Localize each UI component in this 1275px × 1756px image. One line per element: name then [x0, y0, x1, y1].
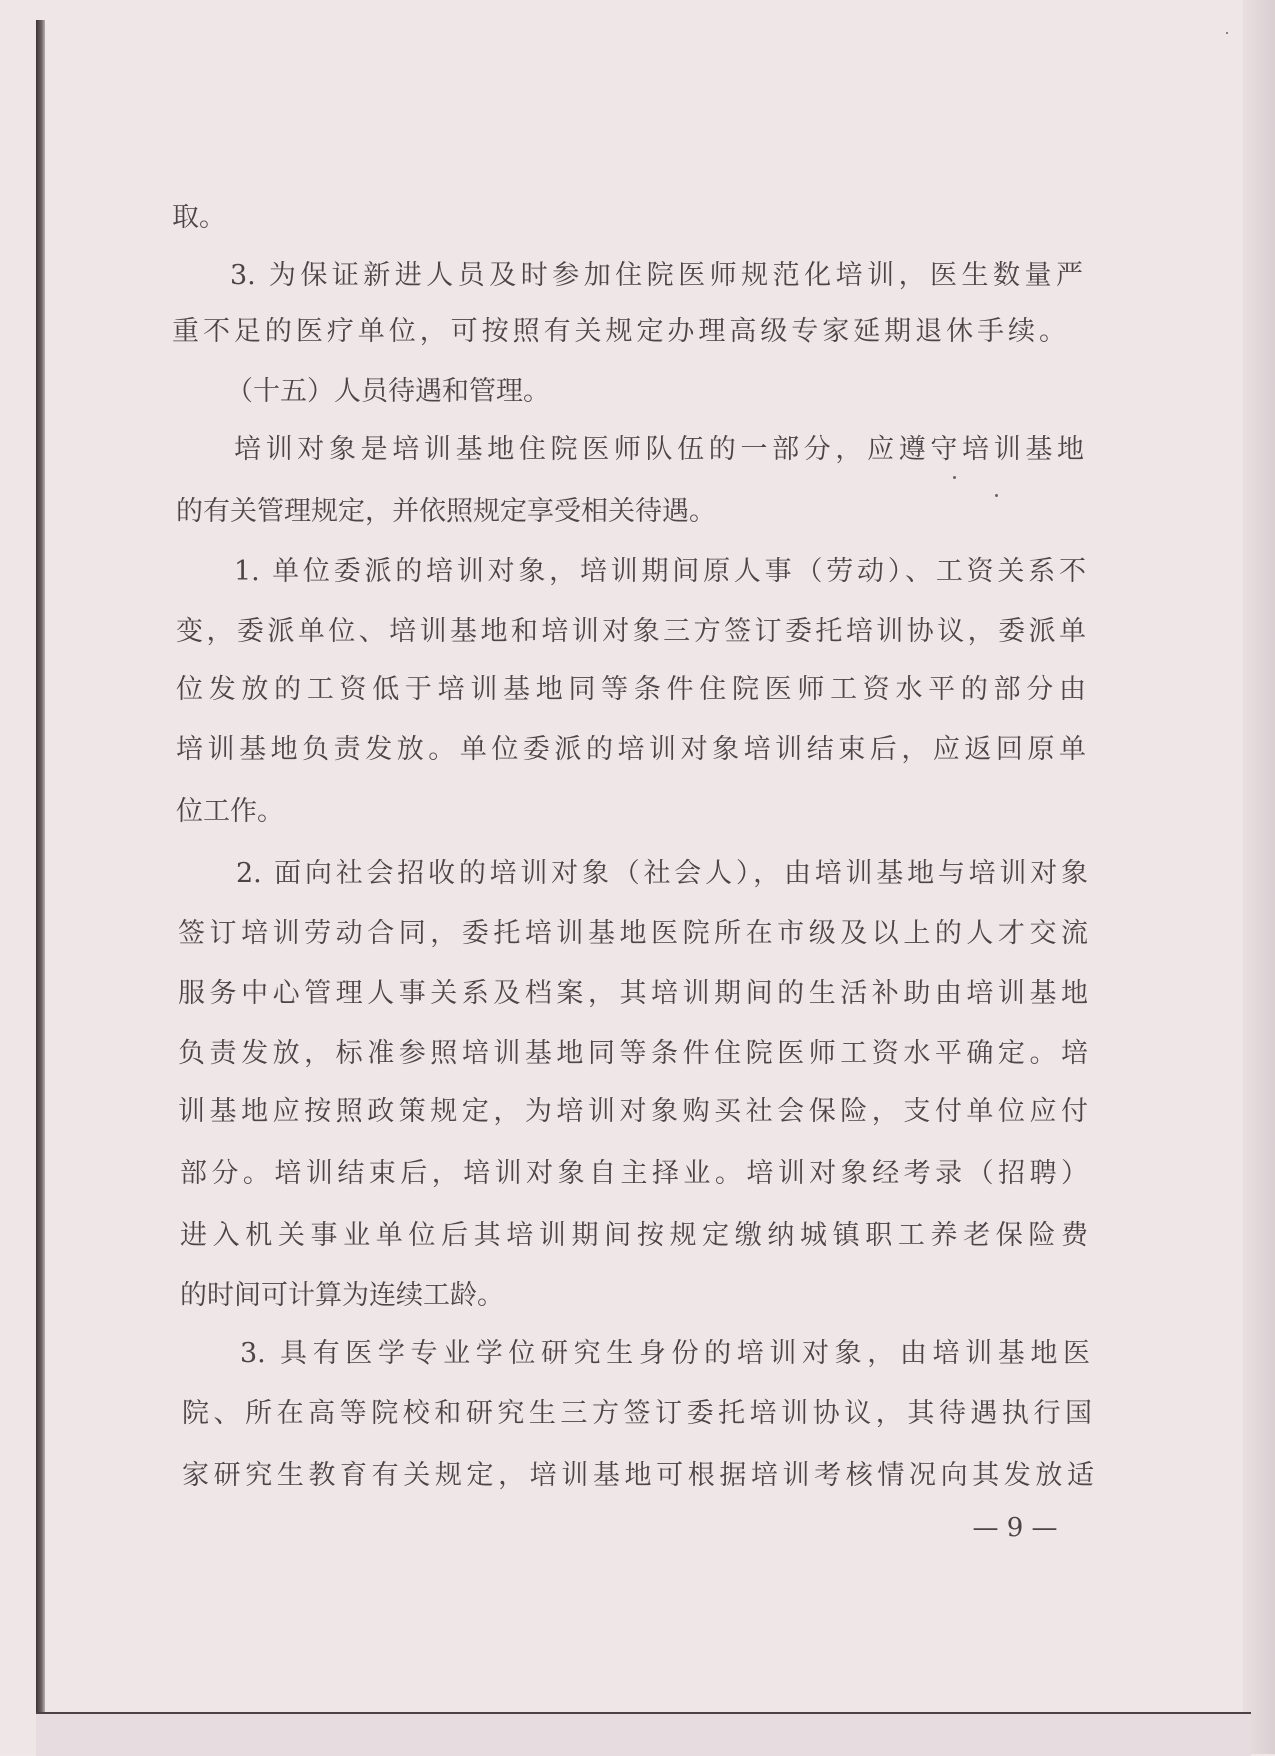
line-text: 院、所在高等院校和研究生三方签订委托培训协议，其待遇执行国	[182, 1398, 1092, 1429]
text-line	[0, 254, 1275, 298]
section-heading	[0, 370, 1275, 414]
text-line	[0, 610, 1275, 654]
text-line	[0, 972, 1275, 1016]
text-line	[0, 196, 1275, 240]
line-text: 签订培训劳动合同，委托培训基地医院所在市级及以上的人才交流	[178, 918, 1088, 949]
scan-margin-bottom	[36, 1712, 1251, 1756]
text-line	[0, 550, 1275, 594]
line-text: 进入机关事业单位后其培训期间按规定缴纳城镇职工养老保险费	[180, 1220, 1088, 1251]
line-text: 负责发放，标准参照培训基地同等条件住院医师工资水平确定。培	[178, 1038, 1088, 1069]
line-text: 服务中心管理人事关系及档案，其培训期间的生活补助由培训基地	[178, 978, 1088, 1009]
text-line	[0, 728, 1275, 772]
line-text: 的时间可计算为连续工龄。	[180, 1280, 504, 1311]
line-text: 的有关管理规定，并依照规定享受相关待遇。	[176, 496, 716, 527]
line-text: 变，委派单位、培训基地和培训对象三方签订委托培训协议，委派单	[176, 616, 1086, 647]
text-line	[0, 1214, 1275, 1258]
line-text: 位发放的工资低于培训基地同等条件住院医师工资水平的部分由	[176, 674, 1086, 705]
text-line	[0, 428, 1275, 472]
line-text: 训基地应按照政策规定，为培训对象购买社会保险，支付单位应付	[178, 1096, 1088, 1127]
text-line	[0, 852, 1275, 896]
line-text: 2. 面向社会招收的培训对象（社会人），由培训基地与培训对象	[236, 858, 1088, 889]
scan-speck	[1226, 32, 1228, 34]
text-line	[0, 1032, 1275, 1076]
line-text: 3. 为保证新进人员及时参加住院医师规范化培训，医生数量严	[230, 260, 1083, 291]
line-text: 培训对象是培训基地住院医师队伍的一部分，应遵守培训基地	[234, 434, 1084, 465]
line-text: 家研究生教育有关规定，培训基地可根据培训考核情况向其发放适	[182, 1460, 1094, 1491]
text-line	[0, 1392, 1275, 1436]
text-line	[0, 1152, 1275, 1196]
line-text: （十五）人员待遇和管理。	[226, 376, 550, 407]
text-line	[0, 912, 1275, 956]
text-line	[0, 1454, 1275, 1498]
text-line	[0, 1090, 1275, 1134]
line-text: 位工作。	[176, 796, 284, 827]
text-line	[0, 1274, 1275, 1318]
scan-speck	[953, 476, 956, 479]
line-text: 部分。培训结束后，培训对象自主择业。培训对象经考录（招聘）	[180, 1158, 1088, 1189]
text-line	[0, 790, 1275, 834]
line-text: 3. 具有医学专业学位研究生身份的培训对象，由培训基地医	[240, 1338, 1090, 1369]
line-text: 取。	[172, 202, 226, 233]
line-text: 1. 单位委派的培训对象，培训期间原人事（劳动）、工资关系不	[234, 556, 1086, 587]
line-text: 重不足的医疗单位，可按照有关规定办理高级专家延期退休手续。	[172, 316, 1066, 347]
text-line	[0, 490, 1275, 534]
text-line	[0, 310, 1275, 354]
line-text: 培训基地负责发放。单位委派的培训对象培训结束后，应返回原单	[176, 734, 1086, 765]
page-number: — 9 —	[972, 1513, 1058, 1543]
text-line	[0, 1332, 1275, 1376]
text-line	[0, 668, 1275, 712]
